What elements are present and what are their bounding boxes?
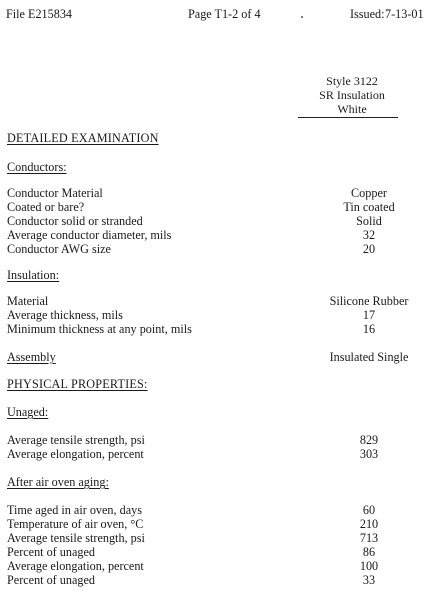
column-header-color: White	[337, 102, 367, 116]
row-label: Time aged in air oven, days	[7, 503, 142, 517]
table-row	[7, 573, 427, 587]
insulation-heading: Insulation:	[7, 268, 60, 282]
row-value: 60	[362, 503, 376, 517]
column-header-style: Style 3122	[326, 74, 378, 88]
page-number: Page T1-2 of 4	[188, 7, 261, 21]
table-row	[7, 214, 427, 228]
row-value: 829	[359, 433, 379, 447]
row-label: Average tensile strength, psi	[7, 531, 145, 545]
conductors-heading: Conductors:	[7, 160, 67, 174]
table-row	[7, 322, 427, 336]
row-label: Conductor solid or stranded	[7, 214, 143, 228]
table-row	[7, 503, 427, 517]
row-value: 100	[359, 559, 379, 573]
row-label: Conductor Material	[7, 186, 103, 200]
table-row	[7, 308, 427, 322]
table-row	[7, 545, 427, 559]
row-label: Coated or bare?	[7, 200, 85, 214]
column-header-insulation: SR Insulation	[319, 88, 385, 102]
row-value: 210	[359, 517, 379, 531]
file-number: File E215834	[6, 7, 73, 21]
column-header-rule	[298, 117, 398, 118]
row-label: Percent of unaged	[7, 573, 95, 587]
row-label: Average conductor diameter, mils	[7, 228, 172, 242]
row-label: Average elongation, percent	[7, 447, 144, 461]
row-value: Tin coated	[343, 200, 395, 214]
table-row	[7, 517, 427, 531]
row-value: Silicone Rubber	[329, 294, 409, 308]
table-row	[7, 242, 427, 256]
issued-date: 7-13-01	[385, 7, 424, 21]
detailed-examination-heading: DETAILED EXAMINATION	[7, 131, 159, 145]
row-label: Average thickness, mils	[7, 308, 123, 322]
after-oven-heading: After air oven aging:	[7, 475, 109, 489]
row-value: 17	[362, 308, 376, 322]
physical-properties-heading: PHYSICAL PROPERTIES:	[7, 377, 148, 391]
table-row	[7, 531, 427, 545]
table-row	[7, 186, 427, 200]
table-row	[7, 433, 427, 447]
row-value: 86	[362, 545, 376, 559]
row-label: Average elongation, percent	[7, 559, 144, 573]
row-value: 303	[359, 447, 379, 461]
row-value: Solid	[356, 214, 382, 228]
row-value: 713	[359, 531, 379, 545]
row-label: Minimum thickness at any point, mils	[7, 322, 192, 336]
row-label: Average tensile strength, psi	[7, 433, 145, 447]
row-label: Material	[7, 294, 49, 308]
scan-speck	[301, 16, 303, 18]
row-value: 16	[362, 322, 376, 336]
row-value: 20	[362, 242, 376, 256]
row-value: 32	[362, 228, 376, 242]
row-value: Copper	[351, 186, 387, 200]
row-label: Conductor AWG size	[7, 242, 111, 256]
table-row	[7, 228, 427, 242]
row-value: 33	[362, 573, 376, 587]
table-row	[7, 559, 427, 573]
table-row	[7, 447, 427, 461]
assembly-row	[7, 350, 427, 364]
assembly-value: Insulated Single	[329, 350, 409, 364]
table-row	[7, 200, 427, 214]
column-header	[304, 74, 400, 116]
issued-label: Issued:	[350, 7, 385, 21]
table-row	[7, 294, 427, 308]
assembly-label: Assembly	[7, 350, 56, 364]
row-label: Percent of unaged	[7, 545, 95, 559]
row-label: Temperature of air oven, °C	[7, 517, 144, 531]
unaged-heading: Unaged:	[7, 405, 49, 419]
